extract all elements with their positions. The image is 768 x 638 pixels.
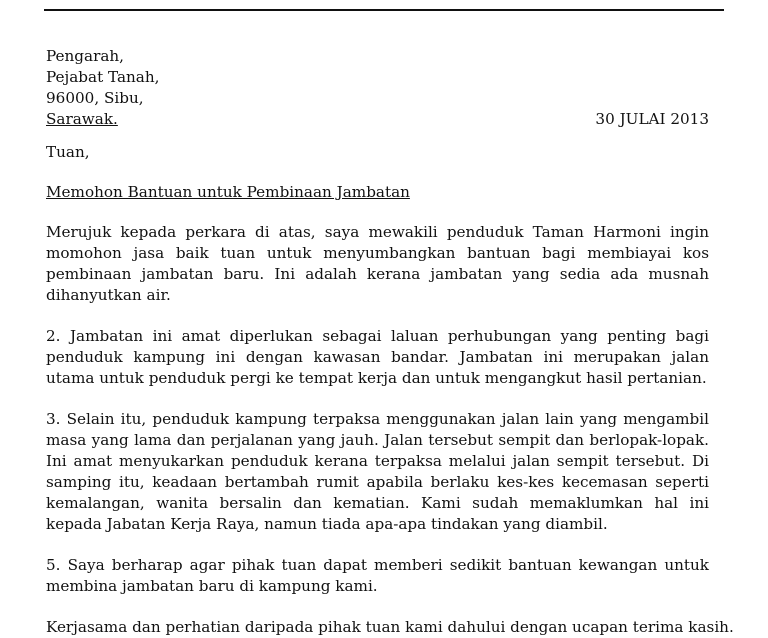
address-line-4: Sarawak. [46, 110, 118, 128]
paragraph-closing: Kerjasama dan perhatian daripada pihak tuan kami dahului dengan ucapan terima kasih. [46, 618, 734, 636]
paragraph-2: 2. Jambatan ini amat diperlukan sebagai laluan perhubungan yang penting bagi penduduk kampung ini dengan kawasan bandar. Jambatan ini merupakan jalan utama untuk penduduk pergi ke tempat kerja dan untuk mengangkut hasil pertanian. [46, 327, 709, 387]
subject-line: Memohon Bantuan untuk Pembinaan Jambatan [46, 183, 410, 201]
address-line-2: Pejabat Tanah, [46, 68, 160, 86]
paragraph-5: 5. Saya berharap agar pihak tuan dapat memberi sedikit bantuan kewangan untuk membina jambatan baru di kampung kami. [46, 556, 709, 595]
address-date-row [46, 109, 709, 130]
address-line-3: 96000, Sibu, [46, 89, 144, 107]
paragraph-3: 3. Selain itu, penduduk kampung terpaksa menggunakan jalan lain yang mengambil masa yang lama dan perjalanan yang jauh. Jalan tersebut sempit dan berlopak-lopak. Ini amat menyukarkan penduduk kerana terpaksa melalui jalan sempit tersebut. Di samping itu, keadaan bertambah rumit apabila berlaku kes-kes kecemasan seperti kemalangan, wanita bersalin dan kematian. Kami sudah memaklumkan hal ini kepada Jabatan Kerja Raya, namun tiada apa-apa tindakan yang diambil. [46, 410, 709, 533]
paragraph-intro: Merujuk kepada perkara di atas, saya mewakili penduduk Taman Harmoni ingin momohon jasa baik tuan untuk menyumbangkan bantuan bagi membiayai kos pembinaan jambatan baru. Ini adalah kerana jambatan yang sedia ada musnah dihanyutkan air. [46, 223, 709, 304]
letter-body [46, 46, 734, 638]
address-line-1: Pengarah, [46, 47, 125, 65]
recipient-address [46, 46, 726, 130]
salutation: Tuan, [46, 143, 90, 161]
letter-date: 30 JULAI 2013 [595, 110, 709, 128]
top-horizontal-rule [44, 9, 724, 11]
